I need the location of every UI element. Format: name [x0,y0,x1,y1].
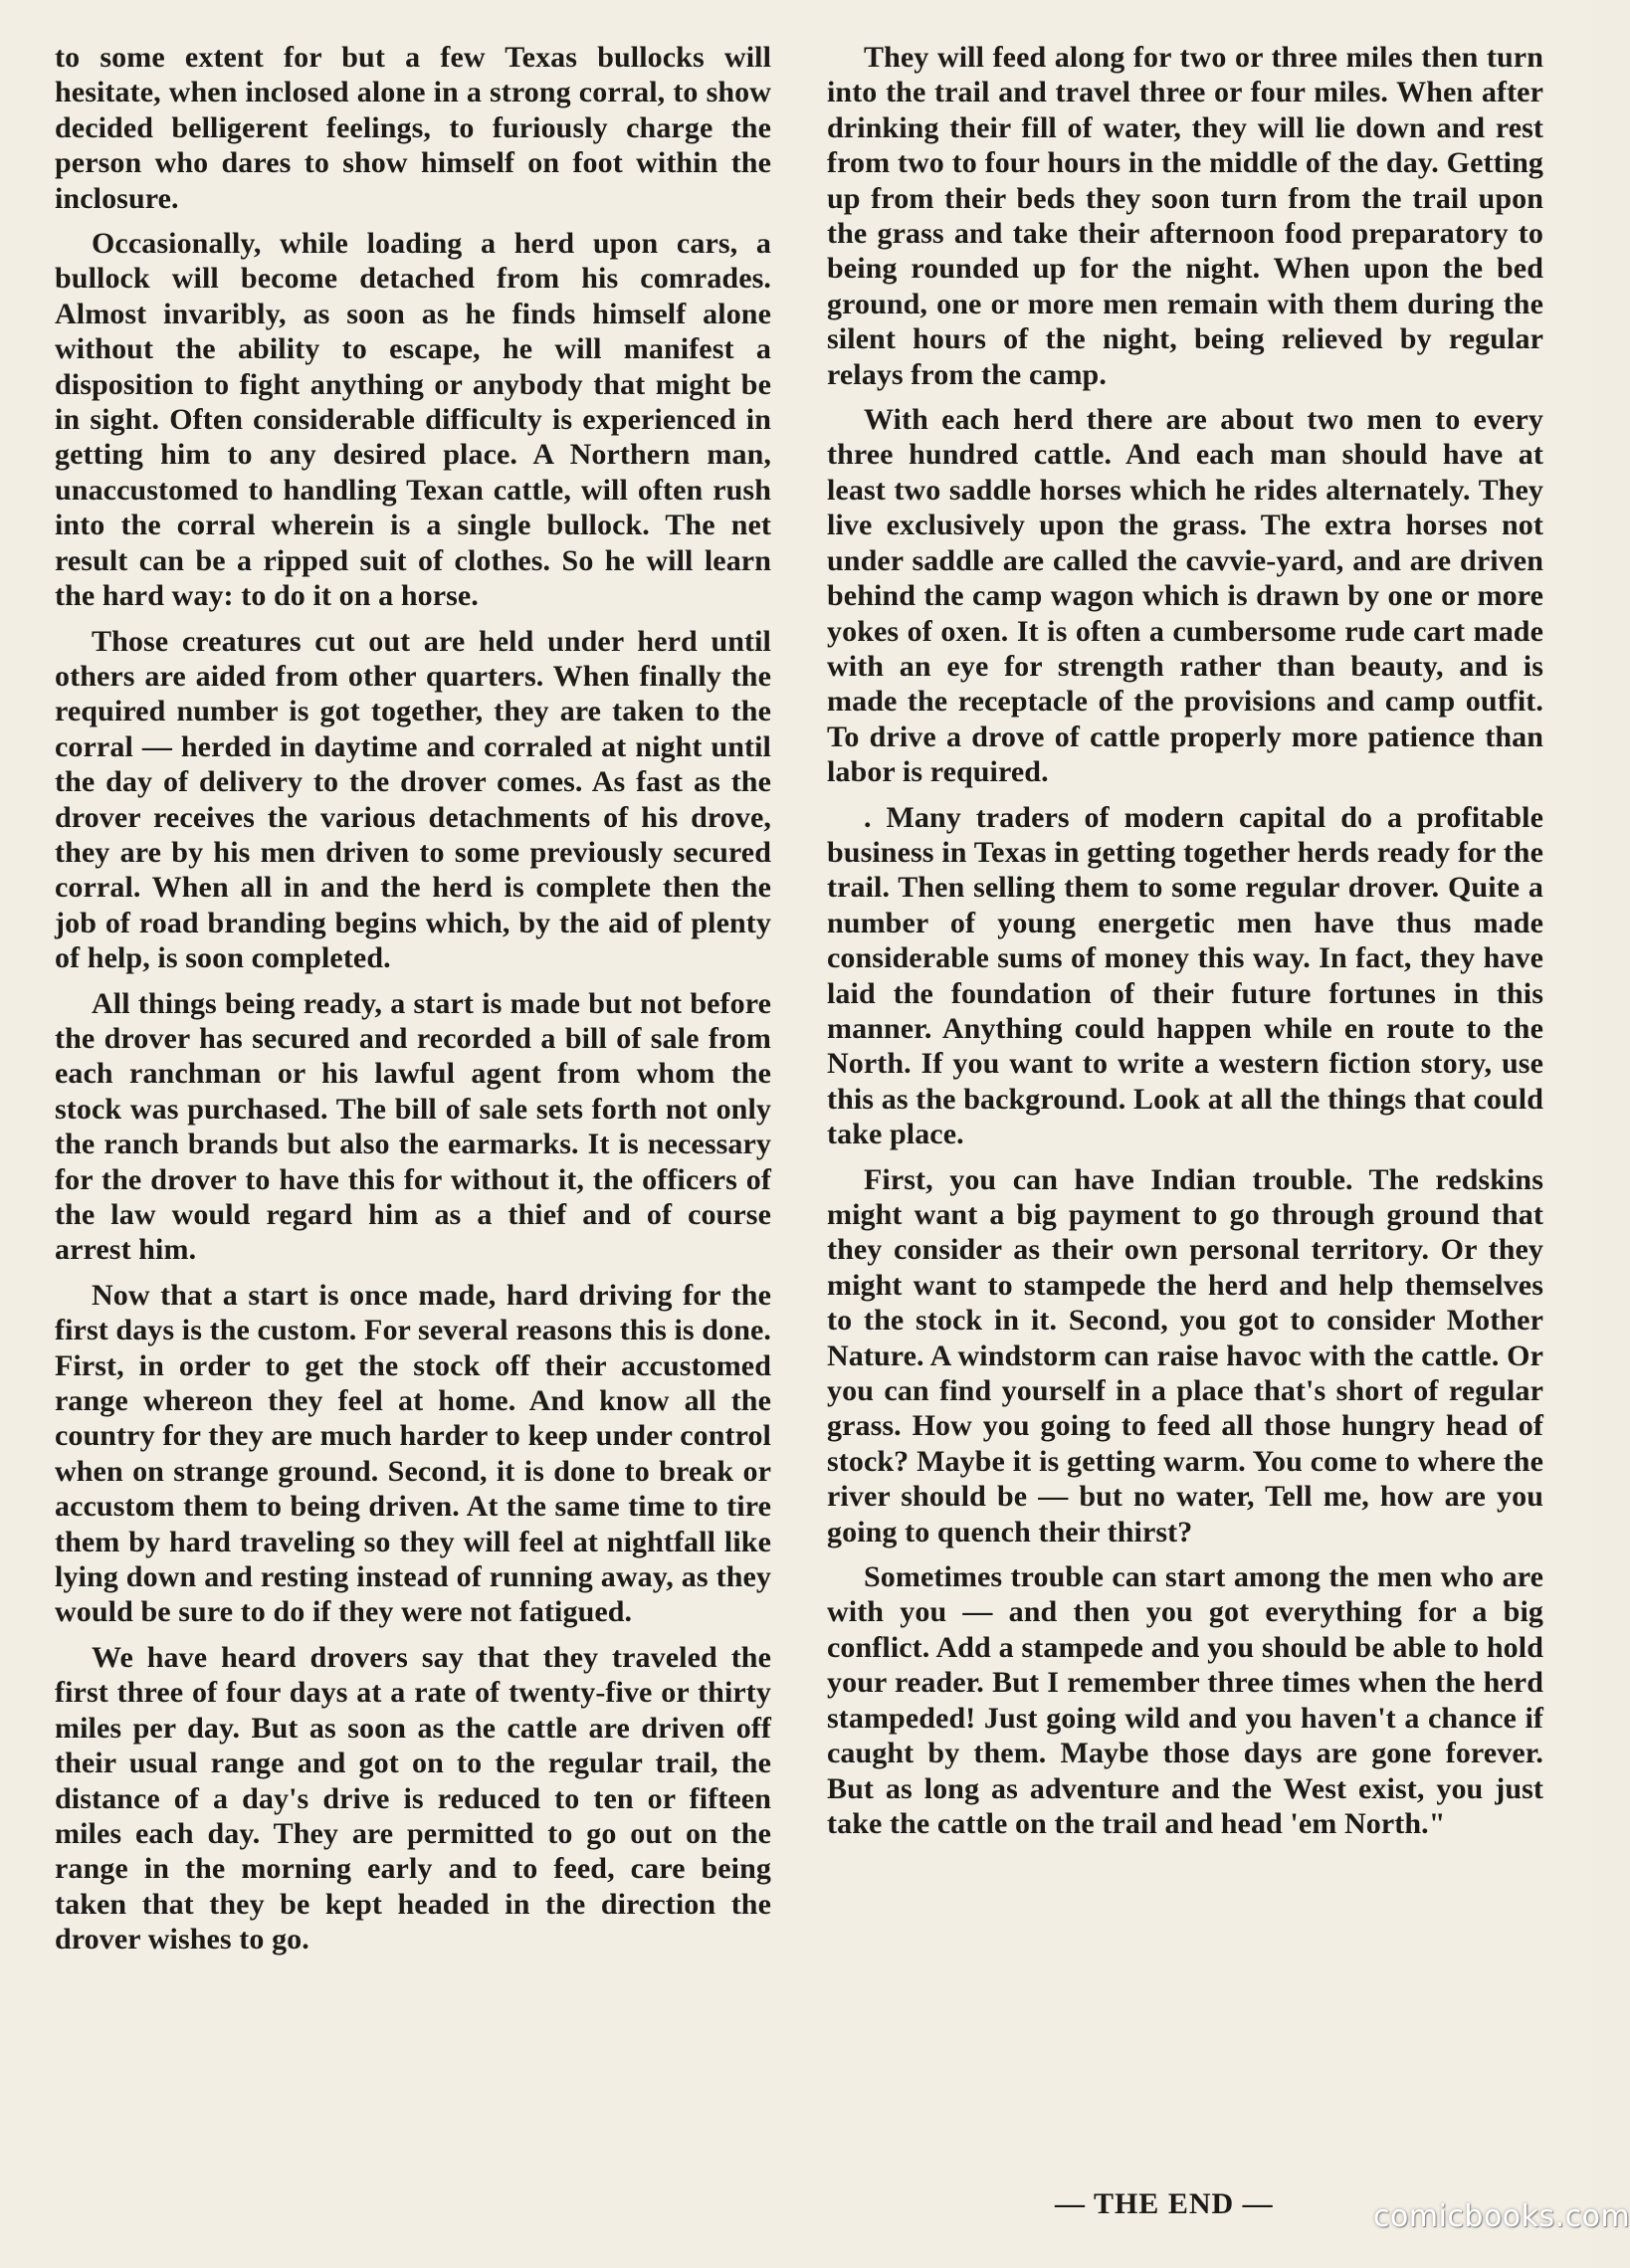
paragraph: Those creatures cut out are held under herd until others are aided from other quarters. When finally the required number is got together, they are taken to the corral — herded in daytime and corraled at night until the day of delivery to the drover comes. As fast as the drover receives the various detachments of his drove, they are by his men driven to some previously secured corral. When all in and the herd is complete then the job of road branding begins which, by the aid of plenty of help, is soon completed. [55,624,771,975]
paragraph: First, you can have Indian trouble. The redskins might want a big payment to go through ground that they consider as their own personal territory. Or they might want to stampede the herd and help themselves to the stock in it. Second, you got to consider Mother Nature. A windstorm can raise havoc with the cattle. Or you can find yourself in a place that's short of regular grass. How you going to feed all those hungry head of stock? Maybe it is getting warm. You come to where the river should be — but no water, Tell me, how are you going to quench their thirst? [827,1162,1543,1548]
watermark-text: comicbooks.com [1373,2199,1630,2234]
paragraph: to some extent for but a few Texas bullocks will hesitate, when inclosed alone in a strong corral, to show decided belligerent feelings, to furiously charge the person who dares to show himself on foot within the inclosure. [55,41,771,215]
paragraph: All things being ready, a start is made but not before the drover has secured and recorded a bill of sale from each ranchman or his lawful agent from whom the stock was purchased. The bill of sale sets forth not only the ranch brands but also the earmarks. It is necessary for the drover to have this for without it, the officers of the law would regard him as a thief and of course arrest him. [55,986,771,1267]
paragraph: We have heard drovers say that they traveled the first three of four days at a rate of twenty-five or thirty miles per day. But as soon as the cattle are driven off their usual range and got on to the regular trail, the distance of a day's drive is reduced to ten or fifteen miles each day. They are permitted to go out on the range in the morning early and to feed, care being taken that they be kept headed in the direction the drover wishes to go. [55,1640,771,1957]
paragraph: Occasionally, while loading a herd upon cars, a bullock will become detached from his comrades. Almost invaribly, as soon as he finds himself alone without the ability to escape, he will manifest a disposition to fight anything or anybody that might be in sight. Often considerable difficulty is experienced in getting him to any desired place. A Northern man, unaccustomed to handling Texan cattle, will often rush into the corral wherein is a single bullock. The net result can be a ripped suit of clothes. So he will learn the hard way: to do it on a horse. [55,227,771,613]
paragraph: With each herd there are about two men to every three hundred cattle. And each man should have at least two saddle horses which he rides alternately. They live exclusively upon the grass. The extra horses not under saddle are called the cavvie-yard, and are driven behind the camp wagon which is drawn by one or more yokes of oxen. It is often a cumbersome rude cart made with an eye for strength rather than beauty, and is made the receptacle of the provisions and camp outfit. To drive a drove of cattle properly more patience than labor is required. [827,403,1543,789]
left-column [55,40,771,1967]
paragraph: Sometimes trouble can start among the men who are with you — and then you got everything for a big conflict. Add a stampede and you should be able to hold your reader. But I remember three times when the herd stampeded! Just going wild and you haven't a chance if caught by them. Maybe those days are gone forever. But as long as adventure and the West exist, you just take the cattle on the trail and head 'em North." [827,1560,1543,1840]
paragraph: Now that a start is once made, hard driving for the first days is the custom. For several reasons this is done. First, in order to get the stock off their accustomed range whereon they feel at home. And know all the country for they are much harder to keep under control when on strange ground. Second, it is done to break or accustom them to being driven. At the same time to tire them by hard traveling so they will feel at nightfall like lying down and resting instead of running away, as they would be sure to do if they were not fatigued. [55,1278,771,1629]
end-marker: — THE END — [1055,2187,1274,2220]
paragraph: They will feed along for two or three miles then turn into the trail and travel three or four miles. When after drinking their fill of water, they will lie down and rest from two to four hours in the middle of the day. Getting up from their beds they soon turn from the trail upon the grass and take their afternoon food preparatory to being rounded up for the night. When upon the bed ground, one or more men remain with them during the silent hours of the night, being relieved by regular relays from the camp. [827,41,1543,391]
right-column [827,40,1543,1851]
paragraph: . Many traders of modern capital do a profitable business in Texas in getting together herds ready for the trail. Then selling them to some regular drover. Quite a number of young energetic men have thus made considerable sums of money this way. In fact, they have laid the foundation of their future fortunes in this manner. Anything could happen while en route to the North. If you want to write a western fiction story, use this as the background. Look at all the things that could take place. [827,800,1543,1151]
